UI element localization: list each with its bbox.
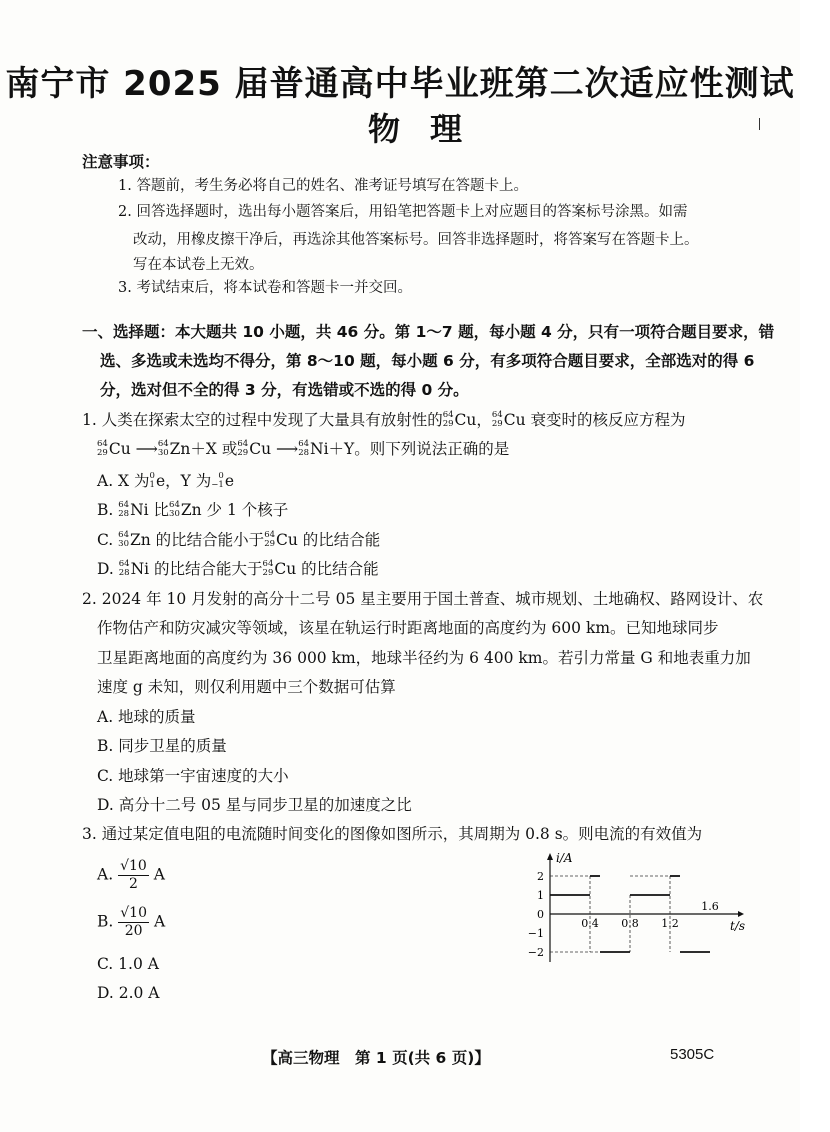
q2-option-b: B. 同步卫星的质量 [97,737,227,755]
note-1: 1. 答题前，考生务必将自己的姓名、准考证号填写在答题卡上。 [118,178,528,194]
x-axis-arrow [738,911,744,917]
y-axis-arrow [547,853,553,860]
isotope-ni: 64 28 [298,439,310,458]
q3-option-a: A. $\frac{√10}{2}$ A [97,858,165,892]
isotope-zn: 64 30 [157,439,169,458]
y-tick-label: 2 [537,870,544,883]
x-tick-label: 1.6 [701,900,719,913]
x-tick-label: 0.4 [581,917,599,930]
x-axis-label: t/s [730,919,746,933]
y-tick-label: −1 [527,927,544,940]
note-2: 2. 回答选择题时，选出每小题答案后，用铅笔把答题卡上对应题目的答案标号涂黑。如需 [118,204,688,220]
exam-subject: 物理 [367,110,492,148]
q2-stem-line2: 作物估产和防灾减灾等领域，该星在轨运行时距离地面的高度约为 600 km。已知地球同步 [97,619,719,637]
note-2-cont: 改动，用橡皮擦干净后，再选涂其他答案标号。回答非选择题时，将答案写在答题卡上。 [133,232,699,248]
fraction: $\frac{√10}{2}$ [120,858,147,892]
note-3: 3. 考试结束后，将本试卷和答题卡一并交回。 [118,280,412,296]
q2-option-a: A. 地球的质量 [97,708,196,726]
paper-code: 5305C [670,1046,715,1063]
isotope-cu: 64 29 [237,439,249,458]
scan-mark [759,118,760,130]
y-tick-label: −2 [527,946,544,959]
q3-option-d: D. 2.0 A [97,984,160,1002]
q1-option-d: D. 64 28 Ni 的比结合能大于 64 29 Cu 的比结合能 [97,559,379,578]
section-instructions-2: 选、多选或未选均不得分，第 8～10 题，每小题 6 分，有多项符合题目要求，全部选对的得 6 [100,352,755,370]
fraction: $\frac{√10}{20}$ [120,905,148,939]
section-instructions-3: 分，选对但不全的得 3 分，有选错或不选的得 0 分。 [100,381,469,399]
isotope-cu: 64 29 [491,410,503,429]
notes-heading: 注意事项： [82,153,160,171]
exam-title: 南宁市 2025 届普通高中毕业班第二次适应性测试 [5,64,795,104]
q2-option-c: C. 地球第一宇宙速度的大小 [97,767,289,785]
q1-option-c: C. 64 30 Zn 的比结合能小于 64 29 Cu 的比结合能 [97,530,381,549]
q2-stem-line4: 速度 g 未知，则仅利用题中三个数据可估算 [97,678,396,696]
q3-option-b: B. $\frac{√10}{20}$ A [97,905,166,939]
page-footer: 【高三物理 第 1 页(共 6 页)】 [262,1049,490,1067]
y-tick-label: 1 [537,889,544,902]
current-time-graph [510,850,746,970]
x-tick-label: 0.8 [621,917,639,930]
q1-option-a: A. X 为 0 1 e，Y 为 0 −1 e [97,471,234,490]
y-tick-label: 0 [537,908,544,921]
y-axis-label: i/A [556,851,573,865]
q1-option-b: B. 64 28 Ni 比 64 30 Zn 少 1 个核子 [97,500,289,519]
isotope-cu: 64 29 [97,439,108,458]
q3-option-c: C. 1.0 A [97,955,159,973]
q1-stem-line2: 64 29 Cu ⟶ 64 30 Zn＋X 或 64 29 Cu ⟶ 64 28 Ni＋Y。则下列说法正确的是 [97,439,510,458]
q2-stem-line3: 卫星距离地面的高度约为 36 000 km，地球半径约为 6 400 km。若引力常量 G 和地表重力加 [97,649,751,667]
section-instructions-1: 一、选择题：本大题共 10 小题，共 46 分。第 1～7 题，每小题 4 分，只有一项符合题目要求，错 [82,323,775,341]
isotope-cu: 64 29 [442,410,454,429]
q3-stem: 3. 通过某定值电阻的电流随时间变化的图像如图所示，其周期为 0.8 s。则电流的有效值为 [82,825,703,843]
q2-option-d: D. 高分十二号 05 星与同步卫星的加速度之比 [97,796,412,814]
q1-stem-line1: 1. 人类在探索太空的过程中发现了大量具有放射性的 64 29 Cu， 64 29 Cu 衰变时的核反应方程为 [82,410,686,429]
q2-stem-line1: 2. 2024 年 10 月发射的高分十二号 05 星主要用于国土普查、城市规划、土地确权、路网设计、农 [82,590,764,608]
note-2-end: 写在本试卷上无效。 [133,257,264,273]
x-tick-label: 1.2 [661,917,679,930]
